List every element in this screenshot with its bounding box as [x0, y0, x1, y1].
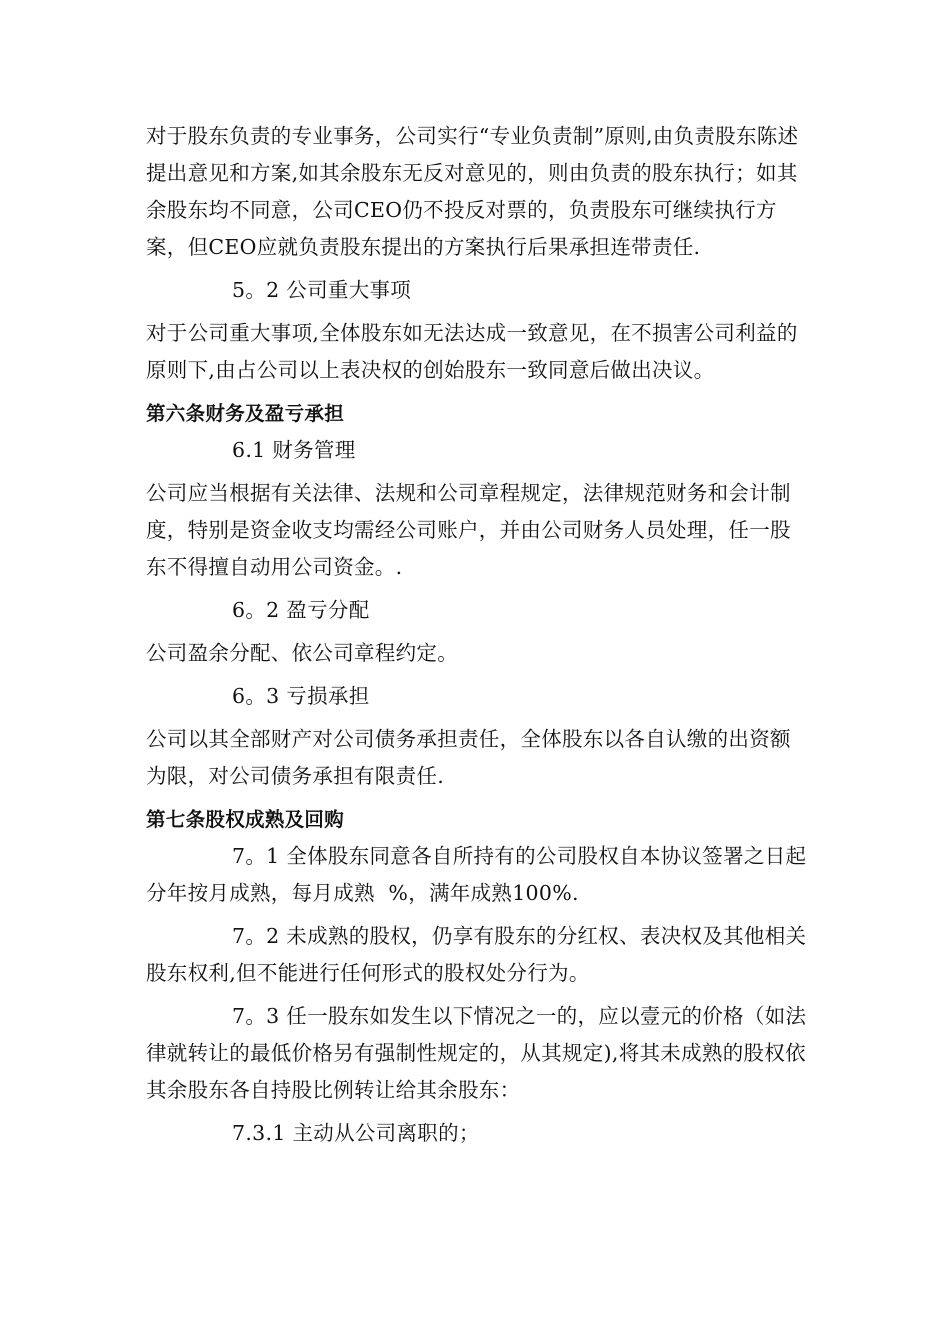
section-6-3-title: 6。3 亏损承担	[232, 684, 370, 708]
section-5-2-title: 5。2 公司重大事项	[232, 278, 412, 302]
article-7-heading: 第七条股权成熟及回购	[146, 808, 345, 831]
paragraph-loss-bearing: 公司以其全部财产对公司债务承担责任，全体股东以各自认缴的出资额为限，对公司债务承担有限责任.	[146, 727, 791, 788]
paragraph-7-1: 7。1 全体股东同意各自所持有的公司股权自本协议签署之日起分年按月成熟，每月成熟 %，满年成熟100%.	[146, 844, 807, 905]
section-7-3-1: 7.3.1 主动从公司离职的；	[232, 1121, 480, 1145]
section-6-2-title: 6。2 盈亏分配	[232, 598, 370, 622]
document-body	[146, 118, 810, 1152]
paragraph-7-2: 7。2 未成熟的股权，仍享有股东的分红权、表决权及其他相关股东权利,但不能进行任何形式的股权处分行为。	[146, 924, 807, 985]
paragraph-major-matters: 对于公司重大事项,全体股东如无法达成一致意见，在不损害公司利益的原则下,由占公司以上表决权的创始股东一致同意后做出决议。	[146, 321, 798, 382]
section-6-1-title: 6.1 财务管理	[232, 438, 356, 462]
article-6-heading: 第六条财务及盈亏承担	[146, 402, 345, 425]
paragraph-7-3: 7。3 任一股东如发生以下情况之一的，应以壹元的价格（如法律就转让的最低价格另有强制性规定的，从其规定),将其未成熟的股权依其余股东各自持股比例转让给其余股东：	[146, 1004, 807, 1102]
paragraph-profit-distribution: 公司盈余分配、依公司章程约定。	[146, 641, 458, 665]
paragraph-professional-affairs: 对于股东负责的专业事务，公司实行“专业负责制”原则,由负责股东陈述提出意见和方案,如其余股东无反对意见的，则由负责的股东执行；如其余股东均不同意，公司CEO仍不投反对票的，负责股东可继续执行方案，但CEO应就负责股东提出的方案执行后果承担连带责任.	[146, 124, 799, 259]
paragraph-financial-management: 公司应当根据有关法律、法规和公司章程规定，法律规范财务和会计制度，特别是资金收支均需经公司账户，并由公司财务人员处理，任一股东不得擅自动用公司资金。.	[146, 481, 791, 579]
